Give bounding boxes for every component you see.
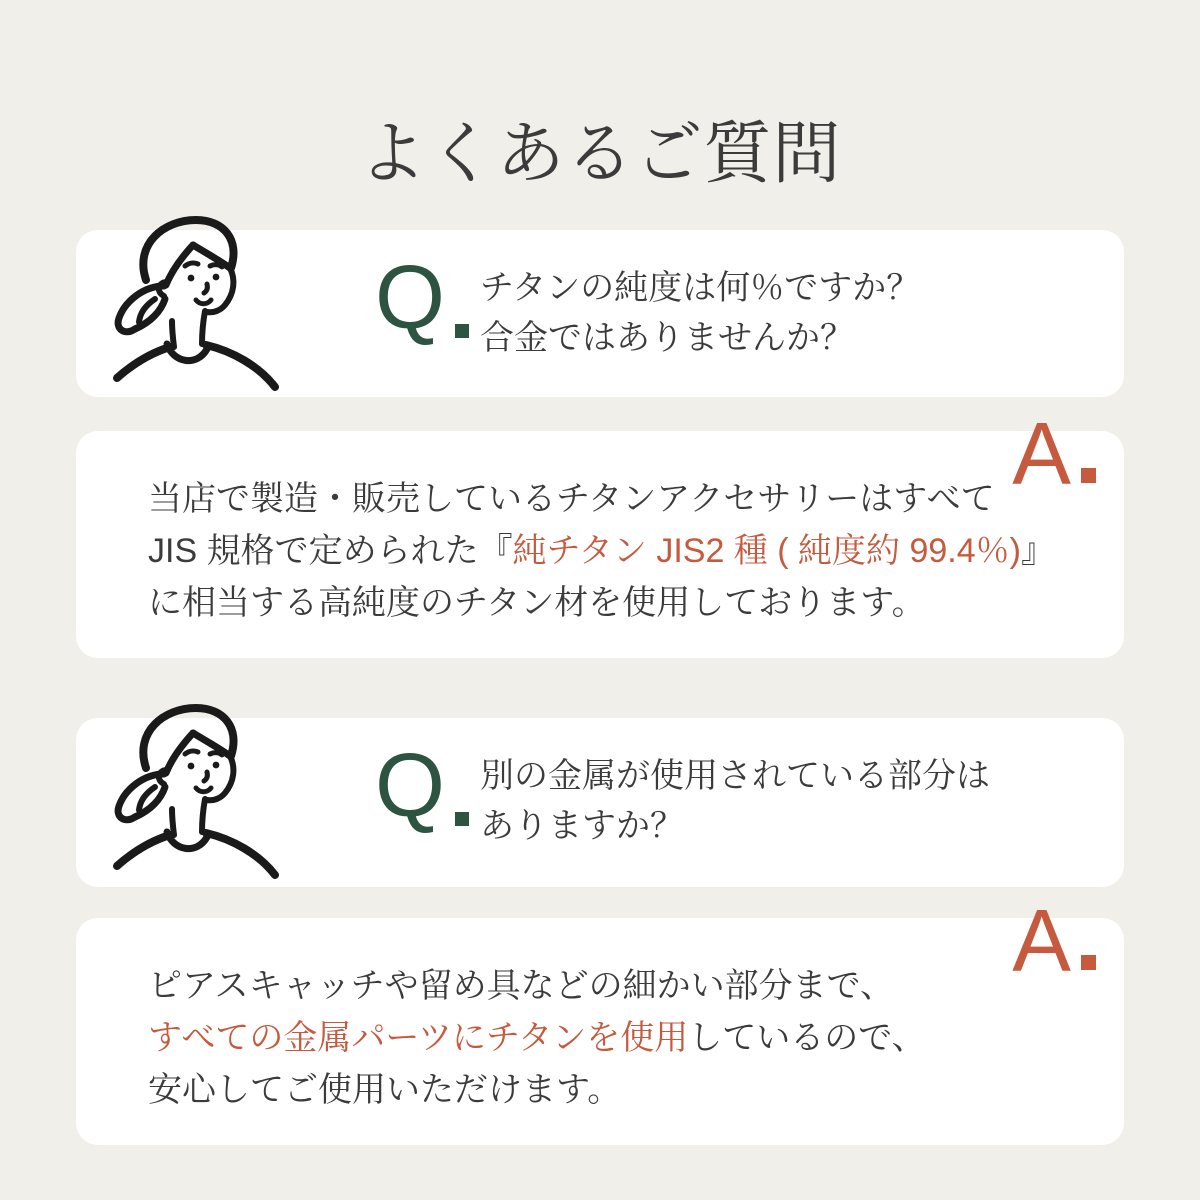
woman-avatar-icon — [108, 216, 288, 396]
answer-card-2 — [76, 891, 1124, 1145]
answer-2-highlight: すべての金属パーツにチタンを使用 — [148, 1019, 689, 1057]
a-period-dot — [1081, 468, 1096, 483]
question-2-line-1: 別の金属が使用されている部分は — [480, 757, 990, 795]
answer-text-1 — [148, 473, 1055, 629]
question-text-2 — [480, 751, 990, 851]
answer-1-line-2 — [148, 525, 1055, 577]
answer-1-highlight: 純チタン JIS2 種 ( 純度約 99.4％) — [512, 532, 1021, 570]
answer-2-line-3 — [148, 1064, 926, 1116]
answer-2-line-1-text: ピアスキャッチや留め具などの細かい部分まで、 — [148, 967, 894, 1005]
question-1-line-1: チタンの純度は何％ですか？ — [480, 269, 921, 307]
answer-2-line-1 — [148, 960, 926, 1012]
woman-ponytail-illustration — [108, 216, 288, 396]
q-letter: Q — [375, 736, 446, 836]
answer-card-1 — [76, 404, 1124, 658]
answer-2-line-2 — [148, 1012, 926, 1064]
a-letter: A — [1012, 891, 1071, 990]
answer-1-line-2-post: 』 — [1020, 532, 1055, 570]
woman-ponytail-illustration — [108, 704, 288, 884]
answer-1-line-2-pre: JIS 規格で定められた『 — [148, 532, 513, 570]
page-title: よくあるご質問 — [358, 116, 842, 192]
question-card-1 — [76, 230, 1124, 397]
answer-1-line-3-text: に相当する高純度のチタン材を使用しております。 — [148, 584, 926, 622]
answer-1-line-1-text: 当店で製造・販売しているチタンアクセサリーはすべて — [148, 480, 995, 518]
question-1-line-2: 合金ではありませんか？ — [480, 319, 854, 357]
answer-text-2 — [148, 960, 926, 1116]
q-label-2 — [375, 736, 469, 836]
question-2-line-2: ありますか？ — [480, 807, 684, 845]
answer-1-line-3 — [148, 577, 1055, 629]
answer-2-line-2-post: しているので、 — [688, 1019, 926, 1057]
answer-2-line-3-text: 安心してご使用いただけます。 — [148, 1071, 622, 1109]
a-period-dot — [1081, 955, 1096, 970]
q-period-dot — [455, 324, 469, 338]
question-card-2 — [76, 718, 1124, 887]
woman-avatar-icon — [108, 704, 288, 884]
question-text-1 — [480, 263, 920, 363]
q-period-dot — [455, 812, 469, 826]
answer-1-line-1 — [148, 473, 1055, 525]
q-label-1 — [375, 248, 469, 348]
q-letter: Q — [375, 248, 446, 348]
a-letter: A — [1012, 404, 1071, 503]
a-label-2 — [1012, 891, 1096, 990]
